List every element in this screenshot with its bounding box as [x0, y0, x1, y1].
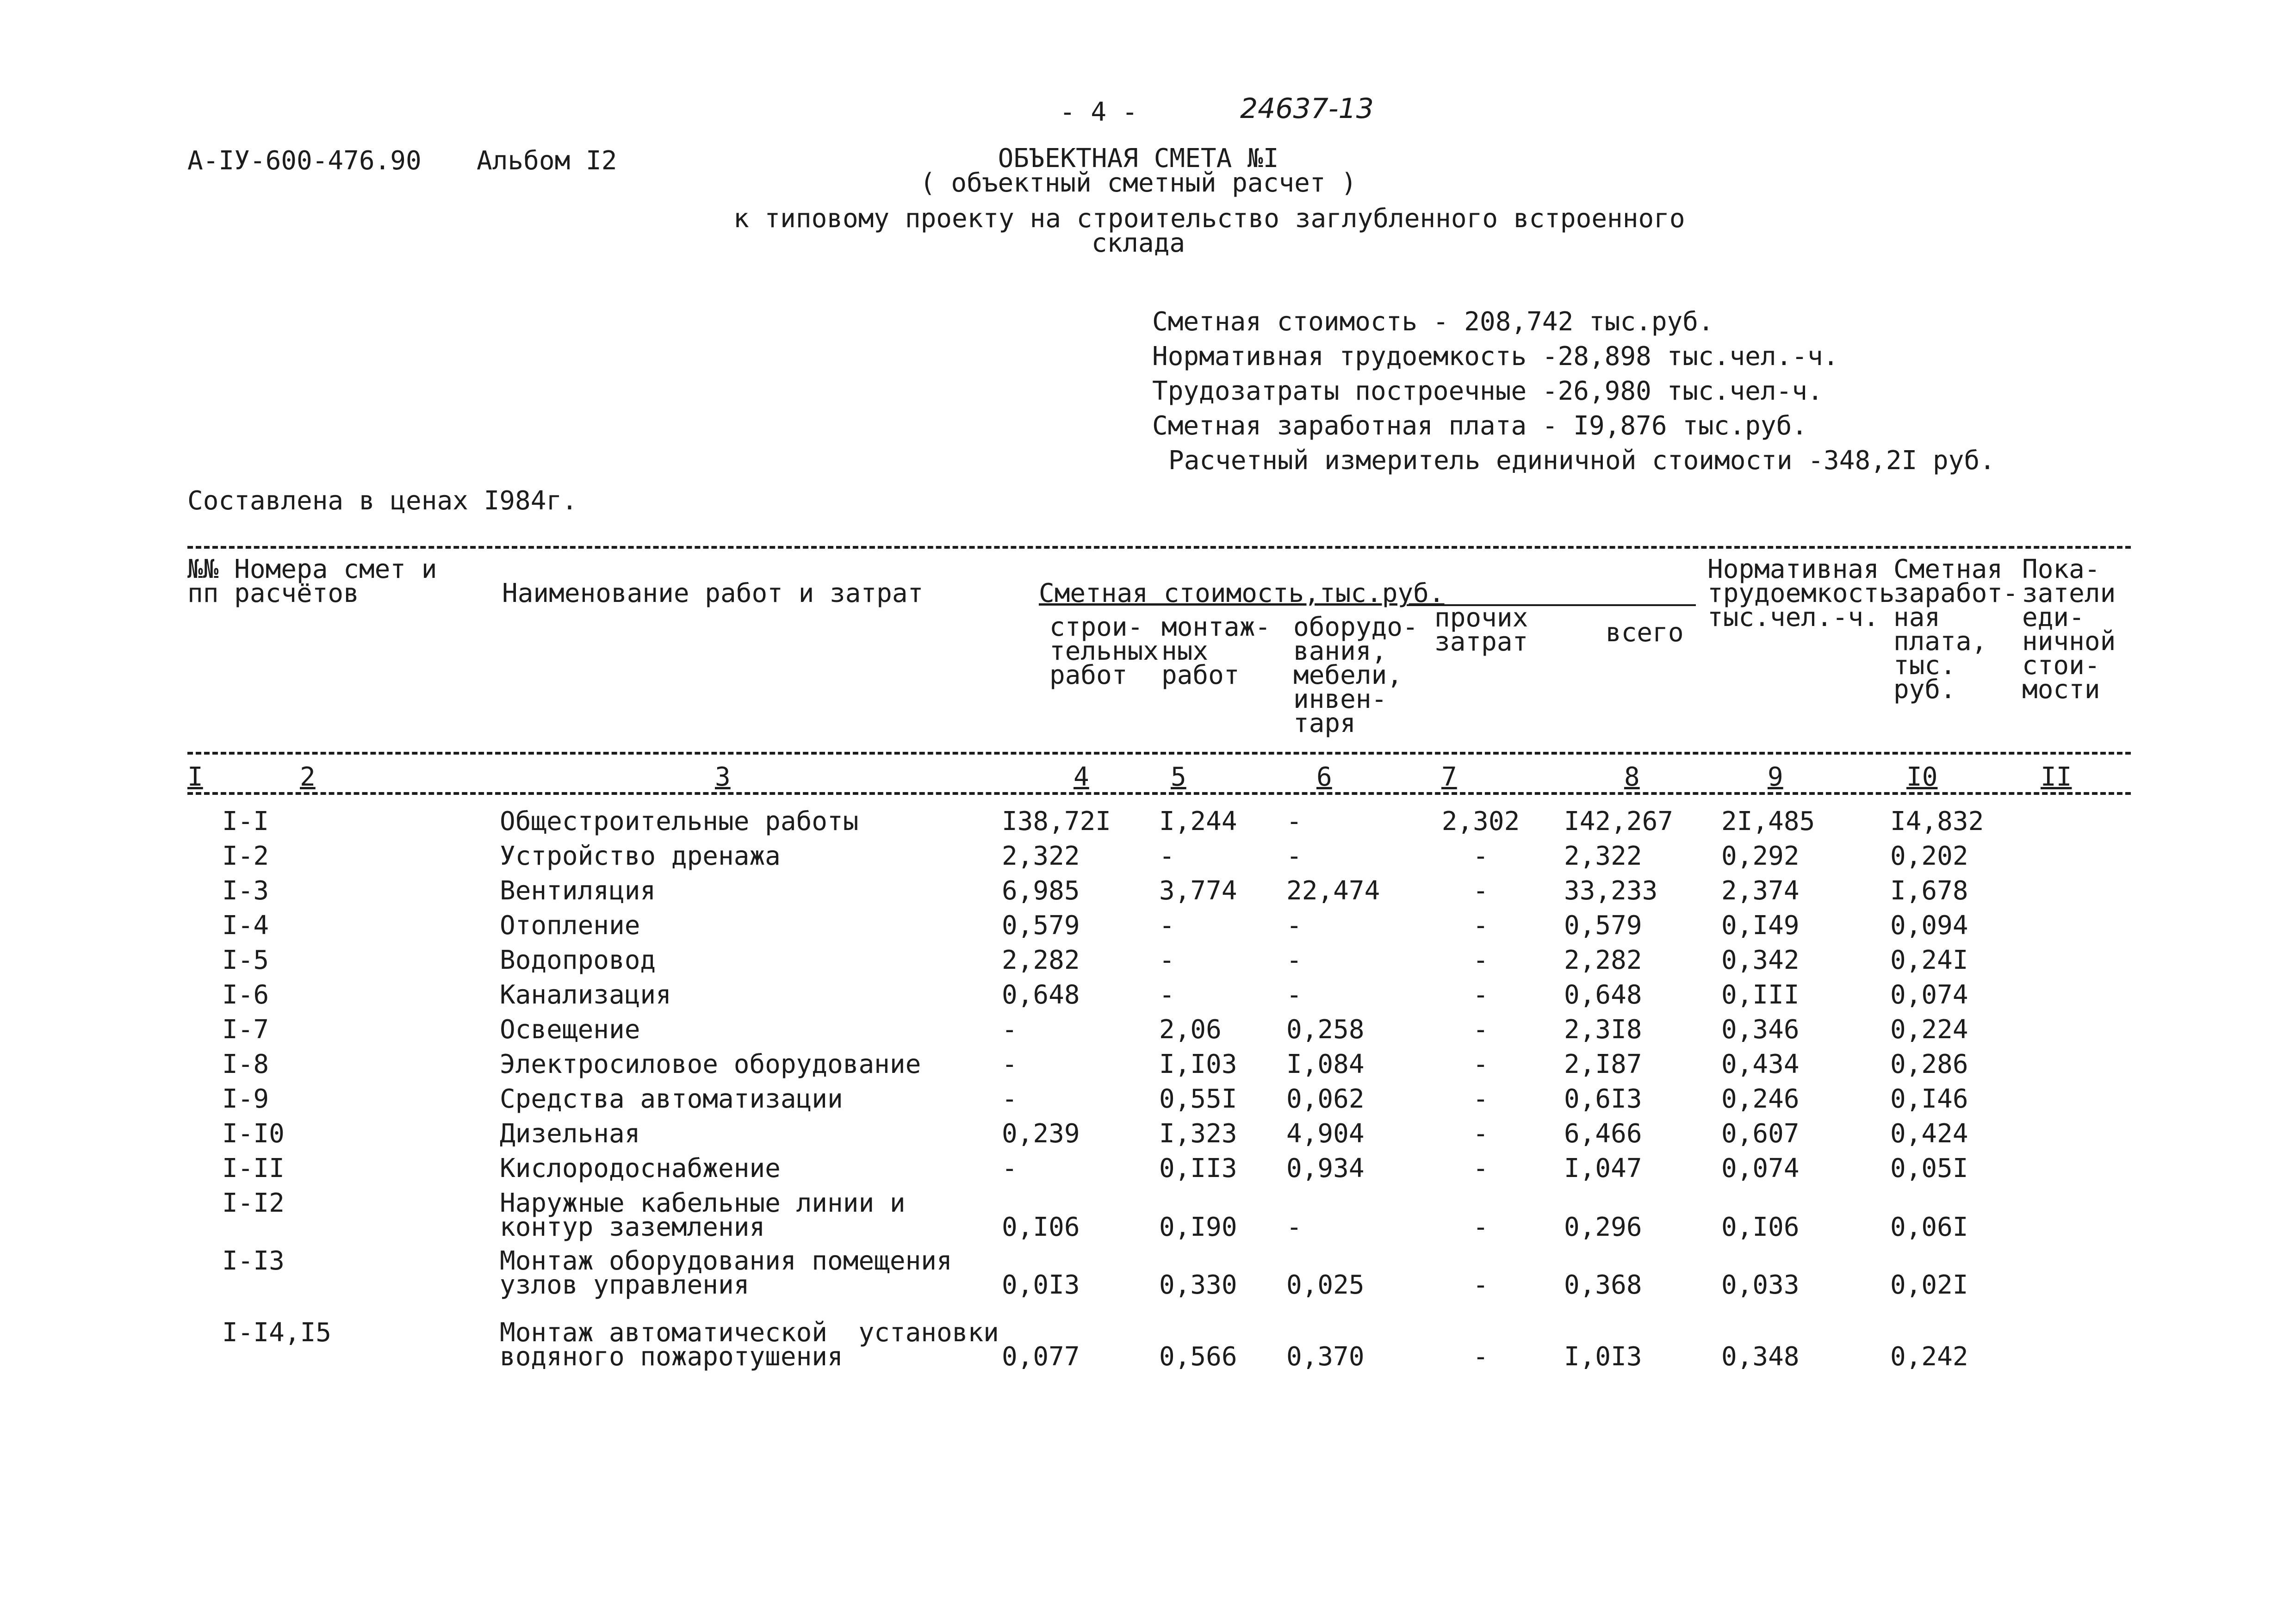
column-number-9: 9: [1768, 762, 1783, 792]
cell-installation: 0,II3: [1159, 1153, 1237, 1183]
summary-labor-norm: Нормативная трудоемкость -28,898 тыс.чел.-ч.: [1152, 341, 1839, 372]
cell-labor: 0,I49: [1721, 911, 1800, 941]
handwritten-code: 24637-13: [1240, 93, 1374, 125]
cell-wages: I,678: [1890, 876, 1968, 906]
table-row: [0, 1246, 2296, 1309]
cell-construction: I38,72I: [1002, 806, 1111, 836]
cell-name: Электросиловое оборудование: [500, 1049, 921, 1079]
cell-wages: 0,424: [1890, 1119, 1968, 1149]
cell-number: I-4: [222, 911, 269, 941]
cell-name: Устройство дренажа: [500, 841, 781, 871]
cell-labor: 0,434: [1721, 1049, 1800, 1079]
cell-construction: -: [1002, 1015, 1018, 1045]
cell-wages: 0,224: [1890, 1015, 1968, 1045]
cell-other: -: [1473, 1119, 1489, 1149]
cell-wages: 0,202: [1890, 841, 1968, 871]
header-col-10: Сметная заработ- ная плата, тыс. руб.: [1893, 554, 2018, 705]
cell-labor: 0,III: [1721, 980, 1800, 1010]
cell-number: I-5: [222, 945, 269, 975]
cell-labor: 0,607: [1721, 1119, 1800, 1149]
cell-number: I-I: [222, 806, 269, 836]
cell-construction: 0,0I3: [1002, 1270, 1080, 1300]
cell-number: I-I4,I5: [222, 1318, 332, 1348]
column-number-5: 5: [1171, 762, 1186, 792]
cell-other: -: [1473, 841, 1489, 871]
header-col-4: строи- тельных работ: [1049, 612, 1159, 690]
document-subtitle: ( объектный сметный расчет ): [919, 168, 1357, 198]
cell-name: Освещение: [500, 1015, 640, 1045]
cell-wages: 0,074: [1890, 980, 1968, 1010]
cell-other: 2,302: [1441, 806, 1520, 836]
cell-equipment: I,084: [1286, 1049, 1365, 1079]
cell-wages: I4,832: [1890, 806, 1984, 836]
header-col-3: Наименование работ и затрат: [502, 578, 924, 608]
project-line-2: склада: [1091, 228, 1185, 258]
cell-number: I-I0: [222, 1119, 285, 1149]
cell-equipment: -: [1286, 1212, 1302, 1242]
cell-total: 2,282: [1564, 945, 1642, 975]
table-row: [0, 1318, 2296, 1381]
summary-labor-site: Трудозатраты построечные -26,980 тыс.чел-ч.: [1152, 376, 1823, 406]
cell-number: I-9: [222, 1084, 269, 1114]
cell-equipment: 0,370: [1286, 1342, 1365, 1372]
project-line-1: к типовому проекту на строительство заглубленного встроенного: [733, 204, 1685, 234]
cell-construction: 0,648: [1002, 980, 1080, 1010]
cell-total: 0,368: [1564, 1270, 1642, 1300]
cell-labor: 0,342: [1721, 945, 1800, 975]
prices-note: Составлена в ценах I984г.: [187, 486, 577, 516]
cell-equipment: -: [1286, 911, 1302, 941]
header-col-5: монтаж- ных работ: [1161, 612, 1271, 690]
summary-unit-cost: Расчетный измеритель единичной стоимости -348,2I руб.: [1168, 446, 1995, 476]
table-row: [0, 1188, 2296, 1251]
cell-wages: 0,02I: [1890, 1270, 1968, 1300]
cell-labor: 2I,485: [1721, 806, 1815, 836]
cell-construction: 0,077: [1002, 1342, 1080, 1372]
table-row: [0, 1153, 2296, 1194]
cell-installation: -: [1159, 945, 1175, 975]
cell-labor: 0,348: [1721, 1342, 1800, 1372]
cell-number: I-8: [222, 1049, 269, 1079]
cell-equipment: -: [1286, 980, 1302, 1010]
cell-equipment: 0,025: [1286, 1270, 1365, 1300]
cell-installation: -: [1159, 911, 1175, 941]
cell-labor: 0,033: [1721, 1270, 1800, 1300]
cell-construction: 0,I06: [1002, 1212, 1080, 1242]
cell-name: Вентиляция: [500, 876, 656, 906]
header-bottom-rule: [187, 752, 2131, 755]
cell-equipment: 0,934: [1286, 1153, 1365, 1183]
cell-installation: 0,566: [1159, 1342, 1237, 1372]
column-numbers-rule: [187, 792, 2131, 795]
cell-wages: 0,I46: [1890, 1084, 1968, 1114]
header-col-9: Нормативная трудоемкость тыс.чел.-ч.: [1707, 554, 1895, 632]
cell-installation: -: [1159, 841, 1175, 871]
summary-wages: Сметная заработная плата - I9,876 тыс.руб.: [1152, 411, 1808, 441]
cell-construction: 2,282: [1002, 945, 1080, 975]
cell-installation: 0,I90: [1159, 1212, 1237, 1242]
cell-labor: 0,074: [1721, 1153, 1800, 1183]
cell-other: -: [1473, 1084, 1489, 1114]
cell-equipment: 0,258: [1286, 1015, 1365, 1045]
cell-installation: I,244: [1159, 806, 1237, 836]
cell-total: 6,466: [1564, 1119, 1642, 1149]
cell-name: Монтаж оборудования помещения узлов управления: [500, 1246, 952, 1300]
cell-other: -: [1473, 1342, 1489, 1372]
cell-installation: -: [1159, 980, 1175, 1010]
cell-wages: 0,24I: [1890, 945, 1968, 975]
cell-construction: 2,322: [1002, 841, 1080, 871]
cell-other: -: [1473, 1049, 1489, 1079]
cell-installation: 3,774: [1159, 876, 1237, 906]
document-code: А-IУ-600-476.90: [187, 146, 422, 176]
header-top-rule: [187, 546, 2131, 549]
cell-other: -: [1473, 1270, 1489, 1300]
cell-total: I42,267: [1564, 806, 1674, 836]
header-col-1: №№ Номера смет и пп расчётов: [187, 554, 437, 608]
cell-number: I-I2: [222, 1188, 285, 1218]
cell-equipment: 4,904: [1286, 1119, 1365, 1149]
cell-labor: 0,292: [1721, 841, 1800, 871]
cell-total: 33,233: [1564, 876, 1658, 906]
document-title: ОБЪЕКТНАЯ СМЕТА №I: [998, 143, 1279, 173]
cell-number: I-6: [222, 980, 269, 1010]
cell-number: I-2: [222, 841, 269, 871]
cell-installation: I,I03: [1159, 1049, 1237, 1079]
header-cost-group: Сметная стоимость,тыс.руб.: [1039, 578, 1445, 608]
cell-other: -: [1473, 876, 1489, 906]
cell-construction: 0,239: [1002, 1119, 1080, 1149]
cell-number: I-II: [222, 1153, 285, 1183]
cell-construction: -: [1002, 1153, 1018, 1183]
cell-equipment: -: [1286, 841, 1302, 871]
cell-construction: 0,579: [1002, 911, 1080, 941]
cell-installation: 2,06: [1159, 1015, 1222, 1045]
cell-name: Наружные кабельные линии и контур заземления: [500, 1188, 906, 1242]
cell-labor: 2,374: [1721, 876, 1800, 906]
album-label: Альбом I2: [477, 146, 617, 176]
cell-wages: 0,094: [1890, 911, 1968, 941]
cell-total: I,047: [1564, 1153, 1642, 1183]
column-number-7: 7: [1441, 762, 1457, 792]
cell-total: 0,6I3: [1564, 1084, 1642, 1114]
cell-name: Кислородоснабжение: [500, 1153, 781, 1183]
cell-labor: 0,346: [1721, 1015, 1800, 1045]
summary-cost: Сметная стоимость - 208,742 тыс.руб.: [1152, 307, 1714, 337]
cell-number: I-7: [222, 1015, 269, 1045]
cell-name: Канализация: [500, 980, 671, 1010]
cell-wages: 0,05I: [1890, 1153, 1968, 1183]
cell-wages: 0,242: [1890, 1342, 1968, 1372]
cell-total: 0,296: [1564, 1212, 1642, 1242]
cell-other: -: [1473, 911, 1489, 941]
cell-equipment: 0,062: [1286, 1084, 1365, 1114]
cell-equipment: 22,474: [1286, 876, 1380, 906]
cell-labor: 0,I06: [1721, 1212, 1800, 1242]
cell-total: 2,322: [1564, 841, 1642, 871]
column-number-2: 2: [300, 762, 316, 792]
column-number-6: 6: [1316, 762, 1332, 792]
cell-other: -: [1473, 945, 1489, 975]
cell-number: I-I3: [222, 1246, 285, 1276]
cell-other: -: [1473, 1153, 1489, 1183]
column-number-4: 4: [1074, 762, 1089, 792]
cell-total: 0,579: [1564, 911, 1642, 941]
column-number-8: 8: [1624, 762, 1640, 792]
cell-name: Средства автоматизации: [500, 1084, 843, 1114]
cell-total: 2,I87: [1564, 1049, 1642, 1079]
cell-equipment: -: [1286, 945, 1302, 975]
cell-name: Отопление: [500, 911, 640, 941]
cell-labor: 0,246: [1721, 1084, 1800, 1114]
cell-total: 2,3I8: [1564, 1015, 1642, 1045]
column-number-11: II: [2041, 762, 2072, 792]
cell-construction: -: [1002, 1049, 1018, 1079]
cell-name: Общестроительные работы: [500, 806, 859, 836]
cell-other: -: [1473, 1212, 1489, 1242]
cell-other: -: [1473, 980, 1489, 1010]
page-number: - 4 -: [1060, 97, 1138, 127]
cell-wages: 0,286: [1890, 1049, 1968, 1079]
cell-number: I-3: [222, 876, 269, 906]
cell-total: 0,648: [1564, 980, 1642, 1010]
cell-installation: 0,55I: [1159, 1084, 1237, 1114]
header-col-8: всего: [1606, 618, 1684, 648]
cell-installation: I,323: [1159, 1119, 1237, 1149]
cell-wages: 0,06I: [1890, 1212, 1968, 1242]
cell-construction: 6,985: [1002, 876, 1080, 906]
cell-name: Дизельная: [500, 1119, 640, 1149]
cell-equipment: -: [1286, 806, 1302, 836]
header-col-6: оборудо- вания, мебели, инвен- таря: [1293, 612, 1418, 738]
cell-other: -: [1473, 1015, 1489, 1045]
column-number-1: I: [187, 762, 203, 792]
cell-name: Водопровод: [500, 945, 656, 975]
column-number-3: 3: [715, 762, 731, 792]
cell-construction: -: [1002, 1084, 1018, 1114]
column-number-10: I0: [1906, 762, 1938, 792]
cell-installation: 0,330: [1159, 1270, 1237, 1300]
header-col-11: Пока- затели еди- ничной стои- мости: [2022, 554, 2116, 705]
cell-name: Монтаж автоматической установки водяного пожаротушения: [500, 1318, 999, 1372]
cell-total: I,0I3: [1564, 1342, 1642, 1372]
header-col-7: прочих затрат: [1434, 603, 1528, 657]
